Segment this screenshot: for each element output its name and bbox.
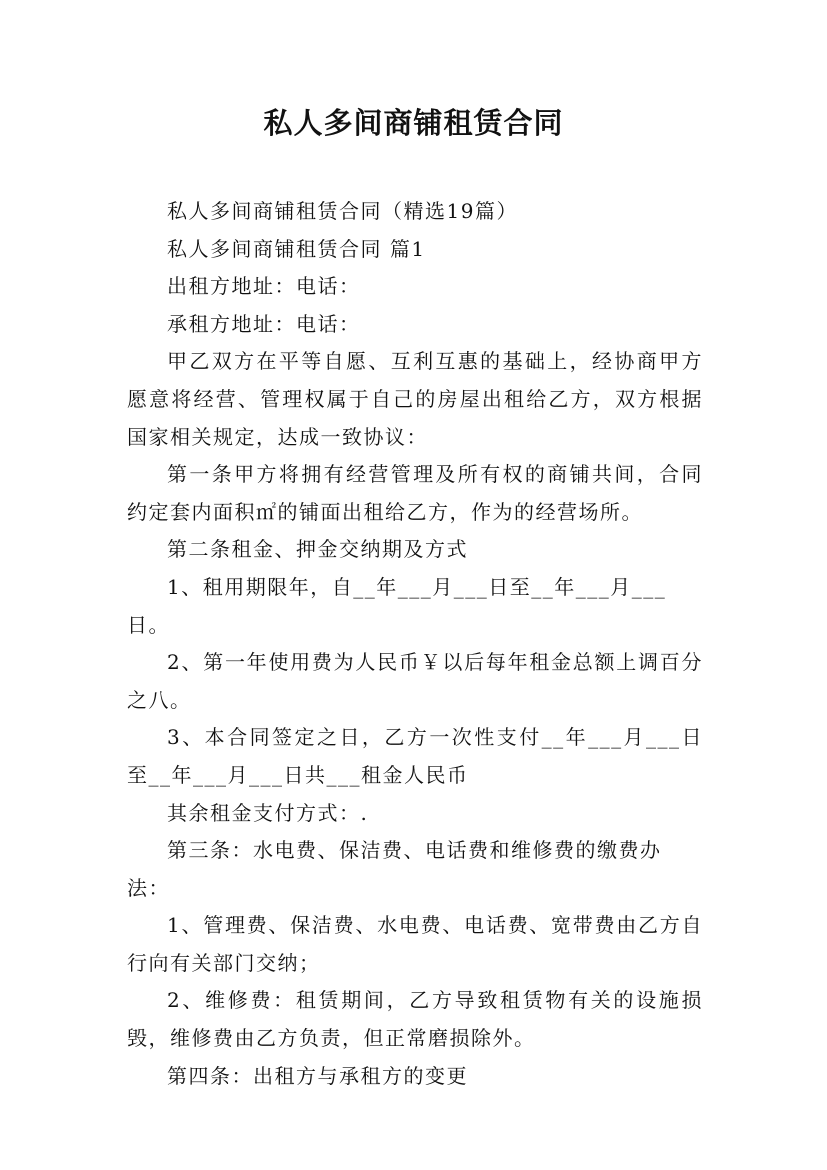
paragraph-other-payment: 其余租金支付方式：. <box>167 800 369 825</box>
paragraph-article-2-item-2: 2、第一年使用费为人民币￥以后每年租金总额上调百分之八。 <box>127 650 703 712</box>
paragraph-article-2-item-3: 3、本合同签定之日，乙方一次性支付__年___月___日至__年___月___日共___租金人民币 <box>127 725 703 787</box>
paragraph-lessee-address: 承租方地址：电话： <box>167 311 361 336</box>
paragraph-article-1: 第一条甲方将拥有经营管理及所有权的商铺共间，合同约定套内面积㎡的铺面出租给乙方，作为的经营场所。 <box>127 462 703 524</box>
paragraph-article-2-heading: 第二条租金、押金交纳期及方式 <box>167 537 468 562</box>
paragraph-section-heading: 私人多间商铺租赁合同 篇1 <box>167 236 426 261</box>
document-title: 私人多间商铺租赁合同 <box>263 106 564 140</box>
paragraph-article-2-item-1: 1、租用期限年，自__年___月___日至__年___月___日。 <box>127 574 667 637</box>
paragraph-subtitle: 私人多间商铺租赁合同（精选19篇） <box>167 199 518 223</box>
document-body <box>127 193 703 1095</box>
paragraph-article-3-item-1: 1、管理费、保洁费、水电费、电话费、宽带费由乙方自行向有关部门交纳； <box>127 913 703 975</box>
paragraph-preamble: 甲乙双方在平等自愿、互利互惠的基础上，经协商甲方愿意将经营、管理权属于自己的房屋出租给乙方，双方根据国家相关规定，达成一致协议： <box>127 349 703 449</box>
paragraph-article-3-heading: 第三条：水电费、保洁费、电话费和维修费的缴费办法： <box>127 838 662 900</box>
paragraph-article-3-item-2: 2、维修费：租赁期间，乙方导致租赁物有关的设施损毁，维修费由乙方负责，但正常磨损除外。 <box>127 988 703 1051</box>
paragraph-article-4-heading: 第四条：出租方与承租方的变更 <box>167 1063 468 1088</box>
paragraph-lessor-address: 出租方地址：电话： <box>167 274 361 299</box>
